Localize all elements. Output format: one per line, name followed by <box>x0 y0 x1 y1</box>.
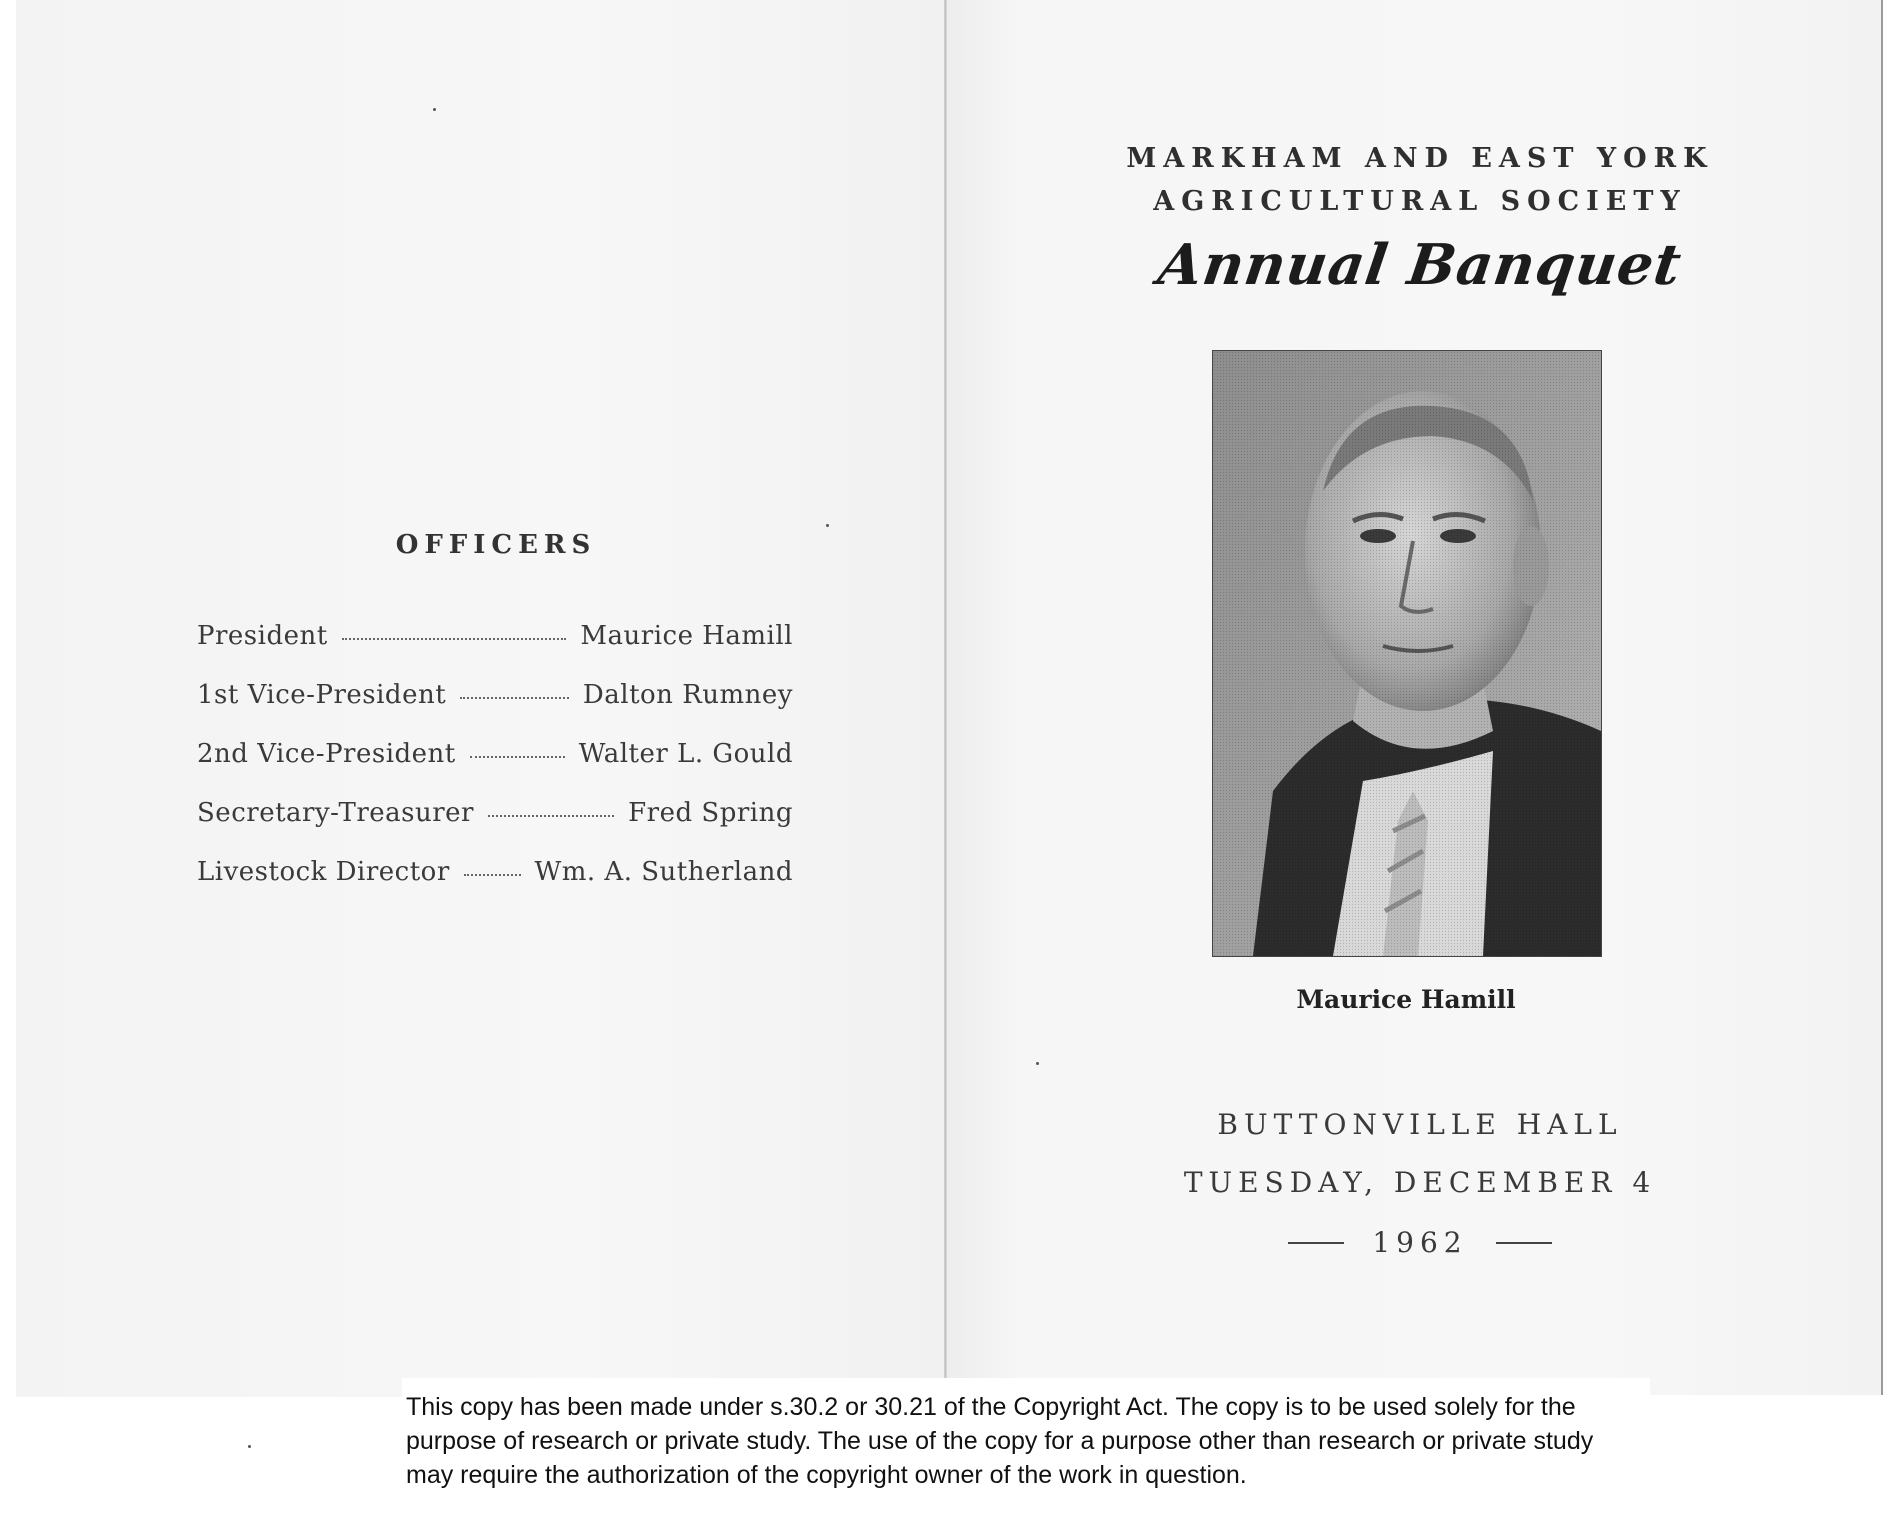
officer-row-president <box>197 621 793 655</box>
paper-speck <box>826 524 829 527</box>
officer-role: Secretary-Treasurer <box>197 798 474 828</box>
copyright-notice: This copy has been made under s.30.2 or 30.21 of the Copyright Act. The copy is to be used solely for the purpose of research or private study. The use of the copy for a purpose other than research or private study may require the authorization of the copyright owner of the work in question. <box>402 1378 1650 1498</box>
year-dash-left <box>1288 1242 1344 1244</box>
officer-row-second-vice-president <box>197 739 793 773</box>
officer-role: Livestock Director <box>197 857 450 887</box>
event-title: Annual Banquet <box>1154 232 1686 298</box>
page-fold <box>944 0 947 1395</box>
officer-row-first-vice-president <box>197 680 793 714</box>
dot-leader <box>470 756 565 758</box>
page-edge <box>1881 0 1883 1395</box>
dot-leader <box>488 815 614 817</box>
event-year-line <box>1110 1226 1730 1259</box>
event-year: 1962 <box>1372 1226 1468 1259</box>
society-name-line-2: AGRICULTURAL SOCIETY <box>1153 186 1687 217</box>
dot-leader <box>464 874 521 876</box>
paper-speck <box>248 1445 251 1448</box>
society-name-line-1: MARKHAM AND EAST YORK <box>1126 143 1714 174</box>
dot-leader <box>342 638 567 640</box>
officer-name: Fred Spring <box>628 798 793 828</box>
officer-row-livestock-director <box>197 857 793 891</box>
officer-name: Walter L. Gould <box>578 739 793 769</box>
officer-role: President <box>197 621 328 651</box>
year-dash-right <box>1496 1242 1552 1244</box>
left-page <box>16 0 946 1397</box>
dot-leader <box>460 697 569 699</box>
officer-role: 1st Vice-President <box>197 680 447 710</box>
officer-role: 2nd Vice-President <box>197 739 456 769</box>
officer-name: Wm. A. Sutherland <box>534 857 793 887</box>
officers-heading: OFFICERS <box>395 530 597 560</box>
officer-name: Dalton Rumney <box>582 680 793 710</box>
officer-row-secretary-treasurer <box>197 798 793 832</box>
portrait-photo <box>1212 350 1602 957</box>
venue: BUTTONVILLE HALL <box>1217 1108 1623 1141</box>
officer-name: Maurice Hamill <box>580 621 793 651</box>
event-date: TUESDAY, DECEMBER 4 <box>1183 1166 1657 1199</box>
portrait-caption: Maurice Hamill <box>1296 985 1516 1014</box>
paper-speck <box>1036 1062 1039 1065</box>
paper-speck <box>433 108 436 111</box>
